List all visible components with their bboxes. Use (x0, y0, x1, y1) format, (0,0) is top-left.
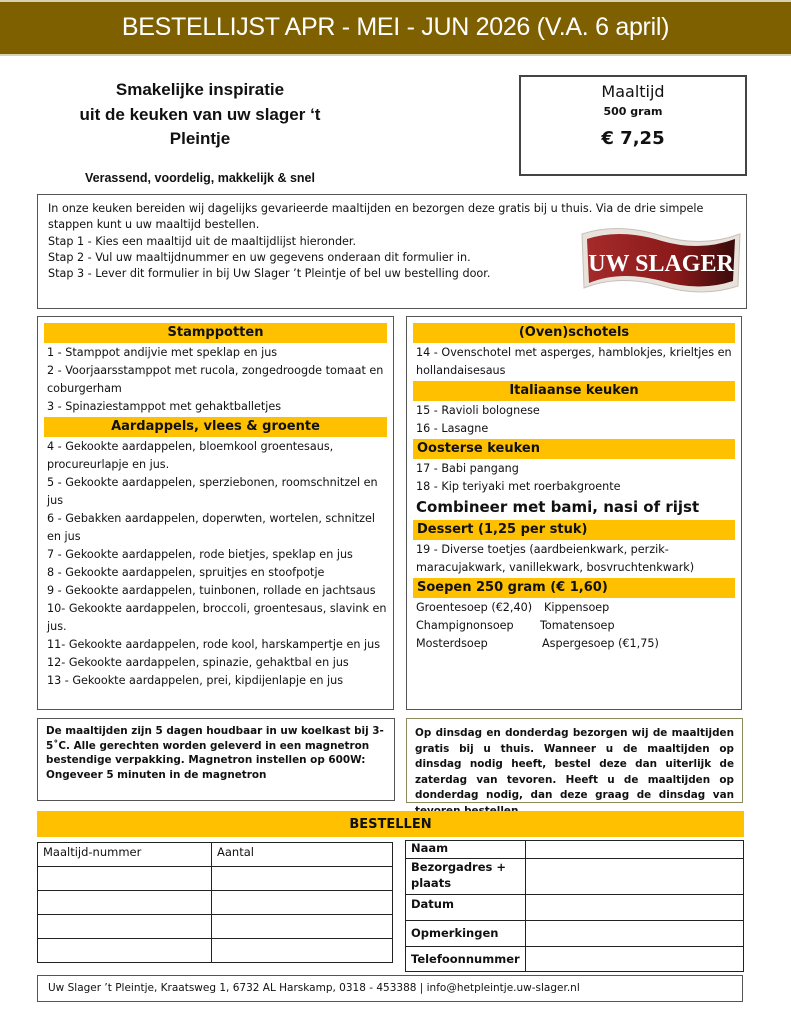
menu-right-column (406, 316, 742, 710)
menu-item: 9 - Gekookte aardappelen, tuinbonen, rollade en jachtsaus (47, 584, 376, 597)
table-row (406, 895, 744, 921)
footer-contact: Uw Slager ’t Pleintje, Kraatsweg 1, 6732 AL Harskamp, 0318 - 453388 | info@hetpleintje.uw-slager.nl (37, 975, 743, 1002)
soup-item: Champignonsoep (416, 619, 514, 632)
price-weight: 500 gram (603, 105, 663, 118)
menu-item: 7 - Gekookte aardappelen, rode bietjes, speklap en jus (47, 548, 353, 561)
menu-item: 8 - Gekookte aardappelen, spruitjes en stoofpotje (47, 566, 325, 579)
table-row (38, 939, 393, 963)
order-table (37, 842, 393, 963)
meal-number-field[interactable] (38, 915, 212, 939)
intro-title (40, 78, 360, 152)
quantity-field[interactable] (212, 891, 393, 915)
column-header-quantity: Aantal (212, 843, 393, 867)
table-row (38, 891, 393, 915)
soup-item: Aspergesoep (€1,75) (542, 637, 659, 650)
intro-title-line: uit de keuken van uw slager ‘t (79, 104, 321, 124)
menu-item: 18 - Kip teriyaki met roerbakgroente (416, 480, 621, 493)
menu-item: 13 - Gekookte aardappelen, prei, kipdijenlapje en jus (47, 674, 344, 687)
quantity-field[interactable] (212, 867, 393, 891)
remarks-field[interactable] (525, 921, 743, 947)
meal-number-field[interactable] (38, 867, 212, 891)
menu-item: 16 - Lasagne (416, 422, 489, 435)
date-field[interactable] (525, 895, 743, 921)
menu-item: 17 - Babi pangang (416, 462, 519, 475)
menu-item: 10- Gekookte aardappelen, broccoli, groentesaus, slavink en jus. (47, 602, 387, 633)
soup-row (413, 635, 735, 653)
menu-item: 14 - Ovenschotel met asperges, hamblokjes, krieltjes en hollandaisesaus (416, 346, 732, 377)
meal-number-field[interactable] (38, 939, 212, 963)
menu-item: 1 - Stamppot andijvie met speklap en jus (47, 346, 278, 359)
category-header-oosters: Oosterse keuken (413, 439, 735, 459)
soup-row (413, 617, 735, 635)
category-header-stamppotten: Stamppotten (44, 323, 387, 343)
menu-item: 5 - Gekookte aardappelen, sperziebonen, roomschnitzel en jus (47, 476, 378, 507)
table-row (38, 915, 393, 939)
order-section-header: BESTELLEN (37, 811, 744, 837)
quantity-field[interactable] (212, 915, 393, 939)
category-header-soepen: Soepen 250 gram (€ 1,60) (413, 578, 735, 598)
soup-item: Tomatensoep (540, 619, 615, 632)
category-header-italiaans: Italiaanse keuken (413, 381, 735, 401)
soup-item: Kippensoep (544, 601, 610, 614)
table-row (406, 841, 744, 859)
column-header-meal-number: Maaltijd-nummer (38, 843, 212, 867)
menu-left-column (37, 316, 394, 710)
field-label-phone: Telefoonnummer (406, 947, 526, 972)
menu-item: 11- Gekookte aardappelen, rode kool, harskampertje en jus (47, 638, 381, 651)
field-label-remarks: Opmerkingen (406, 921, 526, 947)
table-row (406, 859, 744, 895)
customer-details-table (405, 840, 744, 972)
field-label-date: Datum (406, 895, 526, 921)
uw-slager-logo (578, 224, 744, 300)
order-table-header (38, 843, 393, 867)
price-value: € 7,25 (601, 128, 665, 149)
menu-item: 3 - Spinaziestamppot met gehaktballetjes (47, 400, 282, 413)
menu-item: 4 - Gekookte aardappelen, bloemkool groentesaus, procureurlapje en jus. (47, 440, 334, 471)
menu-item: 12- Gekookte aardappelen, spinazie, gehaktbal en jus (47, 656, 349, 669)
combine-note: Combineer met bami, nasi of rijst (416, 498, 700, 516)
menu-item: 19 - Diverse toetjes (aardbeienkwark, perzik-maracujakwark, vanillekwark, bosvruchtenkwark) (416, 543, 695, 574)
info-paragraph: In onze keuken bereiden wij dagelijks gevarieerde maaltijden en bezorgen deze gratis bij u thuis. Via de drie simpele stappen kunt u uw maaltijd bestellen. (48, 202, 704, 232)
field-label-address: Bezorgadres + plaats (406, 859, 526, 895)
meal-number-field[interactable] (38, 891, 212, 915)
menu-item: 15 - Ravioli bolognese (416, 404, 540, 417)
price-box (519, 75, 747, 176)
menu-item: 6 - Gebakken aardappelen, doperwten, wortelen, schnitzel en jus (47, 512, 375, 543)
intro-subtitle: Verassend, voordelig, makkelijk & snel (85, 171, 315, 185)
info-step: Stap 2 - Vul uw maaltijdnummer en uw gegevens onderaan dit formulier in. (48, 250, 471, 264)
category-header-aardappels: Aardappels, vlees & groente (44, 417, 387, 437)
quantity-field[interactable] (212, 939, 393, 963)
category-header-ovenschotels: (Oven)schotels (413, 323, 735, 343)
intro-title-line: Pleintje (169, 129, 231, 148)
table-row (406, 921, 744, 947)
menu-item: 2 - Voorjaarsstamppot met rucola, zongedroogde tomaat en coburgerham (47, 364, 384, 395)
info-step: Stap 1 - Kies een maaltijd uit de maaltijdlijst hieronder. (48, 234, 357, 248)
soup-row (413, 599, 735, 617)
delivery-note: Op dinsdag en donderdag bezorgen wij de maaltijden gratis bij u thuis. Wanneer u de maaltijden op dinsdag nodig heeft, bestel deze dan uiterlijk de zaterdag van tevoren. Heeft u de maaltijden op donderdag nodig, dan deze graag de dinsdag van (406, 718, 743, 803)
field-label-name: Naam (406, 841, 526, 859)
soup-item: Groentesoep (€2,40) (416, 601, 533, 614)
phone-field[interactable] (525, 947, 743, 972)
category-header-dessert: Dessert (1,25 per stuk) (413, 520, 735, 540)
storage-note: De maaltijden zijn 5 dagen houdbaar in uw koelkast bij 3-5˚C. Alle gerechten worden geleverd in een magnetron bestendige verpakking. Magnetron instellen op 600W: Ongeveer 5 minuten in de magnetron (37, 718, 395, 801)
table-row (38, 867, 393, 891)
page-title-banner: BESTELLIJST APR - MEI - JUN 2026 (V.A. 6 april) (0, 0, 791, 56)
soup-item: Mosterdsoep (416, 637, 488, 650)
intro-title-line: Smakelijke inspiratie (115, 80, 285, 99)
info-step: Stap 3 - Lever dit formulier in bij Uw Slager ’t Pleintje of bel uw bestelling door. (48, 267, 491, 281)
price-label: Maaltijd (601, 82, 665, 101)
address-field[interactable] (525, 859, 743, 895)
name-field[interactable] (525, 841, 743, 859)
table-row (406, 947, 744, 972)
logo-text: UW SLAGER (588, 251, 734, 277)
